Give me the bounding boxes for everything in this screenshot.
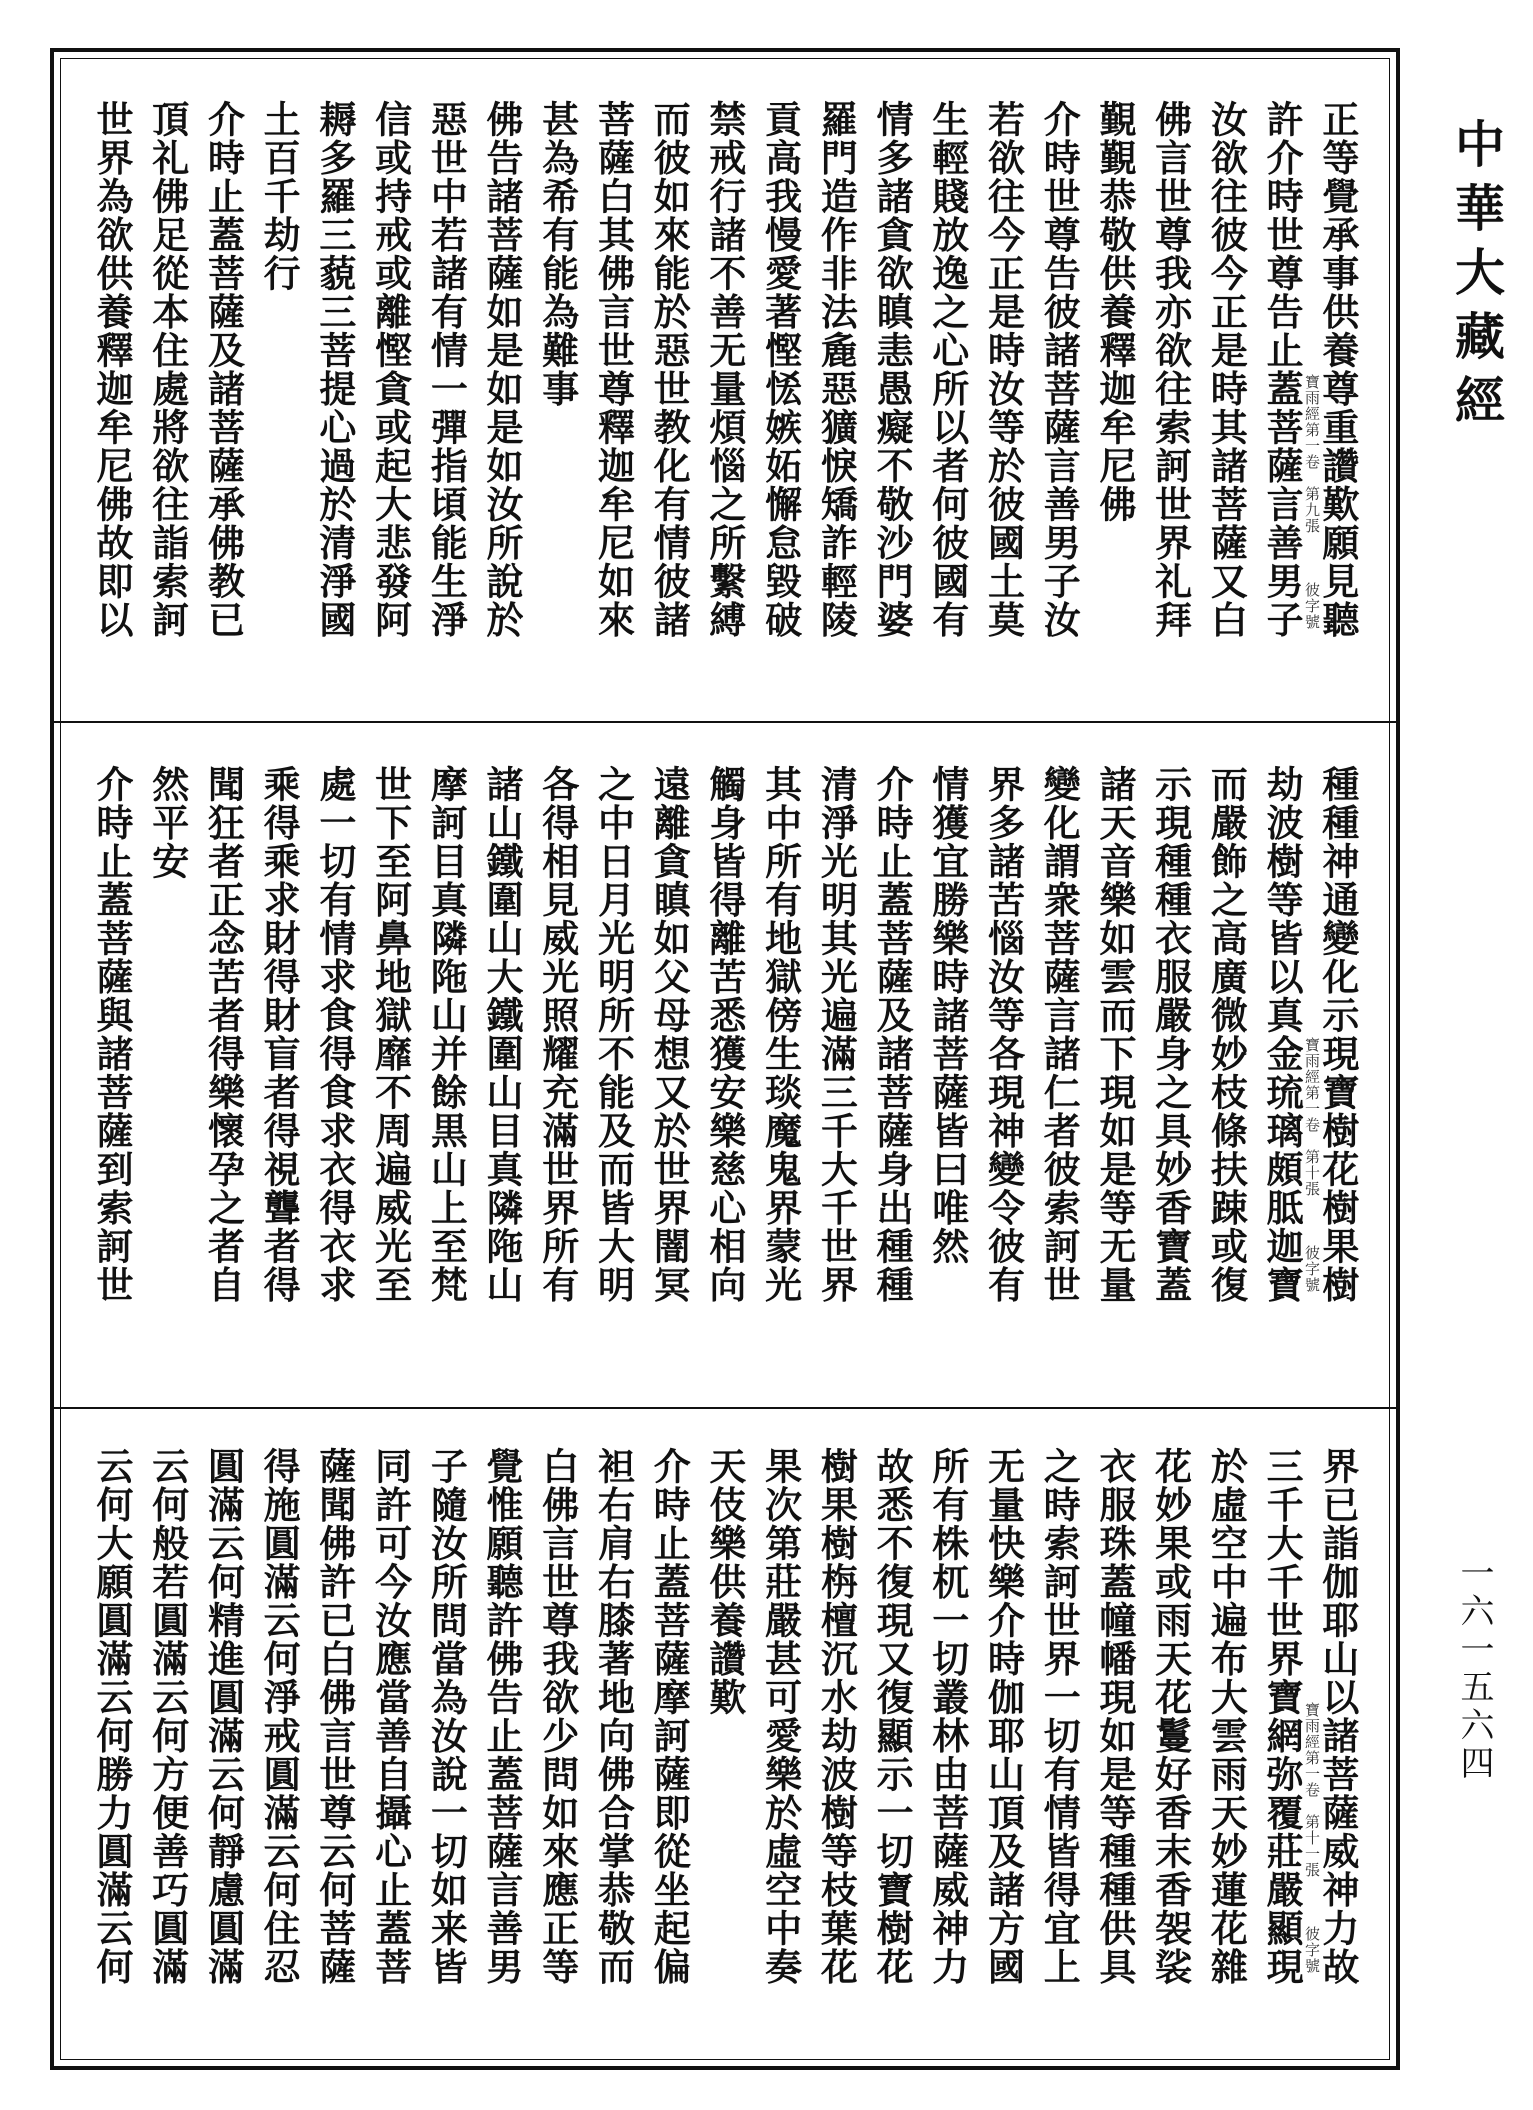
text-column: 佛告諸菩薩如是如是如汝所說於 — [480, 100, 525, 639]
text-column: 種種神通變化示現寶樹花樹果樹 — [1315, 765, 1360, 1304]
text-column: 然平安 — [145, 765, 190, 881]
text-column: 介時止蓋菩薩及諸菩薩身出種種 — [870, 765, 915, 1304]
text-column: 界多諸苦惱汝等各現神變令彼有 — [981, 765, 1026, 1304]
text-column: 諸山鐵圍山大鐵圍山目真隣陁山 — [480, 765, 525, 1304]
text-column: 同許可今汝應當善自攝心止蓋菩 — [368, 1447, 413, 1986]
text-column: 无量快樂介時伽耶山頂及諸方國 — [981, 1447, 1026, 1986]
text-column: 覺惟願聽許佛告止蓋菩薩言善男 — [480, 1447, 525, 1986]
text-column: 觸身皆得離苦悉獲安樂慈心相向 — [702, 765, 747, 1304]
text-column: 子隨汝所問當為汝說一切如来皆 — [424, 1447, 469, 1986]
margin-note: 寶雨經第一卷 第十一張 彼字號 — [1303, 1702, 1321, 1974]
text-column: 而彼如來能於惡世教化有情彼諸 — [647, 100, 692, 639]
text-column: 云何般若圓滿云何方便善巧圓滿 — [145, 1447, 190, 1986]
page-number: 一六一五六四 — [1454, 1555, 1494, 1783]
register-columns — [90, 100, 1360, 710]
text-column: 情多諸貪欲瞋恚愚癡不敬沙門婆 — [870, 100, 915, 639]
text-column: 其中所有地獄傍生琰魔鬼界蒙光 — [758, 765, 803, 1304]
text-column: 果次第莊嚴甚可愛樂於虛空中奏 — [758, 1447, 803, 1986]
margin-note: 寶雨經第一卷 第十張 彼字號 — [1303, 1037, 1321, 1293]
text-column: 世下至阿鼻地獄靡不周遍威光至 — [368, 765, 413, 1304]
text-column: 情獲宜勝樂時諸菩薩皆曰唯然 — [925, 765, 970, 1266]
text-column: 貢高我慢愛著慳恡嫉妬懈怠毀破 — [758, 100, 803, 639]
text-column: 乘得乘求財得財盲者得視聾者得 — [257, 765, 302, 1304]
sutra-collection-title: 中華大藏經 — [1447, 118, 1506, 438]
text-column: 袒右肩右膝著地向佛合掌恭敬而 — [591, 1447, 636, 1986]
text-column: 世界為欲供養釋迦牟尼佛故即以 — [90, 100, 134, 639]
text-column: 正等覺承事供養尊重讚歎願見聽 — [1315, 100, 1360, 639]
text-column: 覲覲恭敬供養釋迦牟尼佛 — [1092, 100, 1137, 524]
text-column: 薩聞佛許已白佛言世尊云何菩薩 — [312, 1447, 357, 1986]
text-column: 樹果樹栴檀沉水劫波樹等枝葉花 — [814, 1447, 859, 1986]
text-column: 甚為希有能為難事 — [535, 100, 580, 408]
text-column: 各得相見威光照耀充滿世界所有 — [535, 765, 580, 1304]
text-column: 若欲往今正是時汝等於彼國土莫 — [981, 100, 1026, 639]
text-column: 之中日月光明所不能及而皆大明 — [591, 765, 636, 1304]
text-column: 佛言世尊我亦欲往索訶世界礼拜 — [1148, 100, 1193, 639]
text-column: 所有株杌一切叢林由菩薩威神力 — [925, 1447, 970, 1986]
text-column: 於虛空中遍布大雲雨天妙蓮花雜 — [1204, 1447, 1249, 1986]
text-column: 惡世中若諸有情一彈指頃能生淨 — [424, 100, 469, 639]
text-column: 生輕賤放逸之心所以者何彼國有 — [925, 100, 970, 639]
text-column: 示現種種衣服嚴身之具妙香寶蓋 — [1148, 765, 1193, 1304]
text-column: 汝欲往彼今正是時其諸菩薩又白 — [1204, 100, 1249, 639]
text-column: 變化謂衆菩薩言諸仁者彼索訶世 — [1037, 765, 1082, 1304]
text-column: 花妙果或雨天花鬘好香末香袈裟 — [1148, 1447, 1193, 1986]
text-column: 清淨光明其光遍滿三千大千世界 — [814, 765, 859, 1304]
text-column: 土百千劫行 — [257, 100, 302, 293]
text-column: 許介時世尊告止蓋菩薩言善男子 — [1260, 100, 1305, 639]
text-column: 界已詣伽耶山以諸菩薩威神力故 — [1315, 1447, 1360, 1986]
text-column: 天伎樂供養讚歎 — [702, 1447, 747, 1717]
text-column: 介時止蓋菩薩與諸菩薩到索訶世 — [90, 765, 134, 1304]
text-column: 菩薩白其佛言世尊釋迦牟尼如來 — [591, 100, 636, 639]
text-column: 處一切有情求食得食求衣得衣求 — [312, 765, 357, 1304]
text-column: 聞狂者正念苦者得樂懷孕之者自 — [201, 765, 246, 1304]
text-column: 白佛言世尊我欲少問如來應正等 — [535, 1447, 580, 1986]
text-column: 介時止蓋菩薩摩訶薩即從坐起偏 — [647, 1447, 692, 1986]
text-column: 信或持戒或離慳貪或起大悲發阿 — [368, 100, 413, 639]
margin-note: 寶雨經第一卷 第九張 彼字號 — [1303, 374, 1321, 630]
text-column: 耨多羅三藐三菩提心過於清淨國 — [312, 100, 357, 639]
text-column: 圓滿云何精進圓滿云何靜慮圓滿 — [201, 1447, 246, 1986]
text-column: 劫波樹等皆以真金琉璃頗胝迦寶 — [1260, 765, 1305, 1304]
register-columns — [90, 1447, 1360, 2057]
text-column: 衣服珠蓋幢幡現如是等種種供具 — [1092, 1447, 1137, 1986]
text-column: 遠離貪瞋如父母想又於世界闇冥 — [647, 765, 692, 1304]
text-column: 云何大願圓滿云何勝力圓滿云何 — [90, 1447, 134, 1986]
text-column: 摩訶目真隣陁山并餘黒山上至梵 — [424, 765, 469, 1304]
text-column: 頂礼佛足從本住處將欲往詣索訶 — [145, 100, 190, 639]
text-column: 之時索訶世界一切有情皆得宜上 — [1037, 1447, 1082, 1986]
page-frame — [50, 48, 1400, 2070]
text-column: 得施圓滿云何淨戒圓滿云何住忍 — [257, 1447, 302, 1986]
text-column: 故悉不復現又復顯示一切寶樹花 — [870, 1447, 915, 1986]
text-column: 禁戒行諸不善无量煩惱之所繫縛 — [702, 100, 747, 639]
text-column: 而嚴飾之高廣微妙枝條扶踈或復 — [1204, 765, 1249, 1304]
text-column: 三千大千世界寶網弥覆莊嚴顯現 — [1260, 1447, 1305, 1986]
text-column: 介時世尊告彼諸菩薩言善男子汝 — [1037, 100, 1082, 639]
text-column: 諸天音樂如雲而下現如是等无量 — [1092, 765, 1137, 1304]
register-columns — [90, 765, 1360, 1375]
text-column: 羅門造作非法麁惡獷悷矯詐輕陵 — [814, 100, 859, 639]
text-column: 介時止蓋菩薩及諸菩薩承佛教已 — [201, 100, 246, 639]
